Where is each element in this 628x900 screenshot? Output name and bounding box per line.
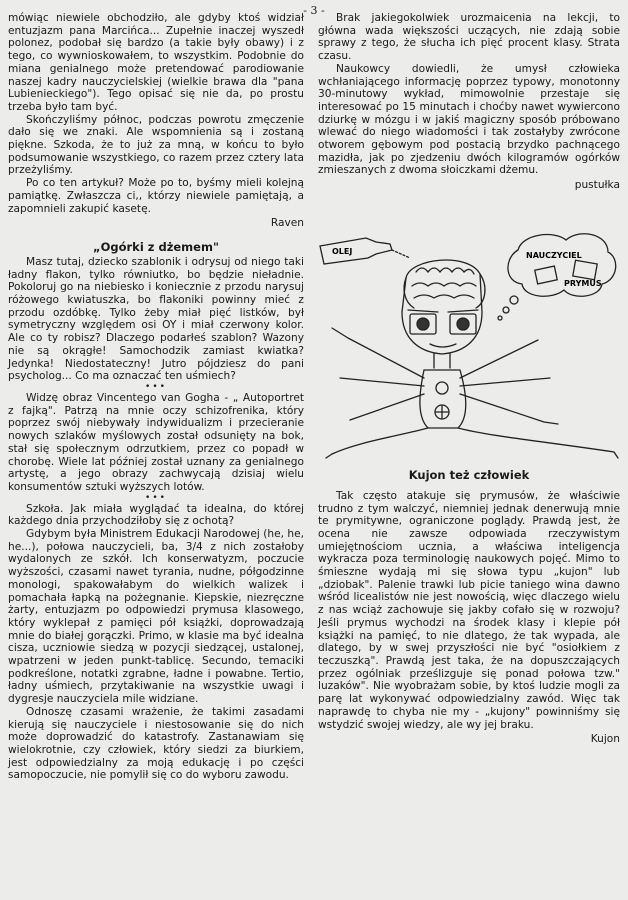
article-paragraph: Gdybym była Ministrem Edukacji Narodowej (he, he, he...), połowa nauczycieli, ba, 3/4 z nich zostałoby wydalonych ze szkół. Ich konserwatyzm, poczucie wyższości, czasami nawet tyrania, nudne, półgodzinne monologi, spakowałabym do wielkich walizek i pomachała łapką na pożegnanie. Kiepskie, niezręczne żarty, entuzjazm po odpowiedzi prymusa klasowego, który wyklepał z pamięci pół książki, doprowadzają mnie do białej gorączki. Primo, w klasie ma być idealna cisza, uczniowie siedzą w pozycji siedzącej, ustalonej, wpatrzeni w jeden punkt-tablicę. Secundo, temaciki podkreślone, notatki zgrabne, ładne i powabne. Tertio, ładny uśmiech, przytakiwanie na wszystkie uwagi i dygresje nauczyciela mile widziane. (8, 528, 304, 706)
author-signature: pustułka (574, 179, 620, 192)
eye-icon (408, 310, 478, 334)
section-separator: ••• (145, 381, 167, 392)
article-title: Kujon też człowiek (408, 467, 530, 482)
article-paragraph: Skończyliśmy północ, podczas powrotu zmęczenie dało się we znaki. Ale wspomnienia są i zostaną piękne. Szkoda, że to już za mną, w końcu to było podsumowanie wszystkiego, co razem przez cztery lata przeżyliśmy. (8, 113, 304, 177)
article-paragraph: Widzę obraz Vincentego van Gogha - „ Autoportret z fajką". Patrzą na mnie oczy schizofrenika, który poprzez swój niebywały indywidualizm i przecieranie nowych szlaków myślowych został odsunięty na bok, stał się społecznym odrzutkiem, przez co popadł w chorobę. Wiele lat później został uznany za genialnego artystę, a jego obrazy zachwycają dzisiaj wielu konsumentów sztuki wyższych lotów. (8, 391, 304, 493)
thought-balloon-icon (498, 234, 616, 320)
article-paragraph: mówiąc niewiele obchodziło, ale gdyby ktoś widział entuzjazm pana Marcińca... Zupełnie inaczej wyszedł polonez, podobał się bardzo (a takie były obawy) i z tego, co wywnioskowałem, to wszystkim. Podobnie do miana genialnego może pretendować parodiowanie naszej kadry nauczycielskiej (wielkie brawa dla "pana Lubienieckiego"). Tego opisać się nie da, po prostu trzeba było tam być. (8, 12, 304, 113)
article-paragraph: Tak często atakuje się prymusów, że właściwie trudno z tym walczyć, niemniej jednak denerwują mnie te prymitywne, ograniczone poglądy. Prawdą jest, że ocena nie zawsze odpowiada rzeczywistym umiejętnościom ucznia, a właściwa inteligencja wykracza poza terminologię naukowych pojęć. Mimo to śmieszne wydają mi się słowa typu „kujon" lub „dziobak". Palenie trawki lub picie taniego wina dawno wśród licealistów nie jest nowością, więc dlaczego wielu z nas wciąż zachowuje się jakby cofało się w rozwoju? Jeśli prymus wychodzi na środek klasy i klepie pół książki na pamięć, to nie dlatego, że tak wypada, ale dlatego, by w swej przyszłości nie być "osiołkiem z teczuszką". Prawdą jest taka, że na dopuszczających przez ogólniak prześlizguje się ponad połowa tzw." luzaków". Nie wyobrażam sobie, by ktoś ludzie mogli za parę lat wykonywać odpowiedzialny zawód. Więc tak naprawdę to chyba nie my - „kujony" powinniśmy się wstydzić swojej wiedzy, ale wy jej braku. (318, 489, 620, 731)
body-icon (420, 354, 466, 428)
legs-icon (326, 428, 618, 458)
arms-icon (332, 328, 558, 424)
balloon-word-teacher: NAUCZYCIEL (526, 250, 582, 260)
article-paragraph: Naukowcy dowiedli, że umysł człowieka wchłaniającego informację poprzez typowy, monotonny 30-minutowy wykład, mimowolnie przestaje się interesować po 15 minutach i choćby nawet wywiercono dziurkę w mózgu i w jakiś magiczny sposób próbowano wlewać do niego wiadomości i tak zostałyby zwrócone otworem gębowym pod postacią brzydko pachnącego mazidła, jak po zjedzeniu dwóch kilogramów ogórków zmieszanych z dwoma słoiczkami dżemu. (318, 62, 620, 177)
right-column (318, 12, 620, 746)
brain-head-icon (402, 260, 485, 354)
article-paragraph: Po co ten artykuł? Może po to, byśmy mieli kolejną pamiątkę. Zwłaszcza ci,, którzy niewiele pamiętają, a zapomnieli zakupić kasetę. (8, 177, 304, 215)
article-title: „Ogórki z dżemem" (93, 239, 219, 254)
article-paragraph: Odnoszę czasami wrażenie, że takimi zasadami kierują się nauczyciele i niestosowanie się do nich może doprowadzić do katastrofy. Zastanawiam się wielokrotnie, czy człowiek, który siedzi za biurkiem, jest odpowiedzialny za moją edukację i po części samopoczucie, nie pomylił się co do wyboru zawodu. (8, 705, 304, 782)
page-number: - 3 - (303, 4, 325, 17)
article-paragraph: Masz tutaj, dziecko szablonik i odrysuj od niego taki ładny flakon, tylko równiutko, bo będzie nieładnie. Pokoloruj go na niebiesko i koniecznie z przodu narysuj różowego kwiatuszka, bo flakoniki powinny mieć z przodu ozdóbkę. Tylko żeby miał pięć listków, był symetryczny względem osi OY i miał czerwony kolor. Ale co ty robisz? Dlaczego podarłeś szablon? Wazony nie są okrągłe! Samochodzik zamiast kwiatka? Jedynka! Niedostateczny! Jutro pójdziesz do pani psycholog... Co ma oznaczać ten uśmiech? (8, 255, 304, 383)
student-cartoon-illustration (318, 228, 620, 460)
article-paragraph: Brak jakiegokolwiek urozmaicenia na lekcji, to główna wada większości uczących, nie zdają sobie sprawy z tego, że słucha ich pięć procent klasy. Strata czasu. (318, 12, 620, 63)
section-separator: ••• (145, 492, 167, 503)
cartoon-drawing (318, 228, 620, 460)
bottle-label: OLEJ (332, 246, 353, 256)
author-signature: Kujon (590, 733, 620, 746)
balloon-word-top-student: PRYMUS (564, 278, 602, 288)
left-column (8, 12, 304, 782)
author-signature: Raven (270, 217, 304, 230)
mouth-icon (430, 344, 456, 347)
article-paragraph: Szkoła. Jak miała wyglądać ta idealna, do której każdego dnia przychodziłoby się z ochotą? (8, 502, 304, 528)
